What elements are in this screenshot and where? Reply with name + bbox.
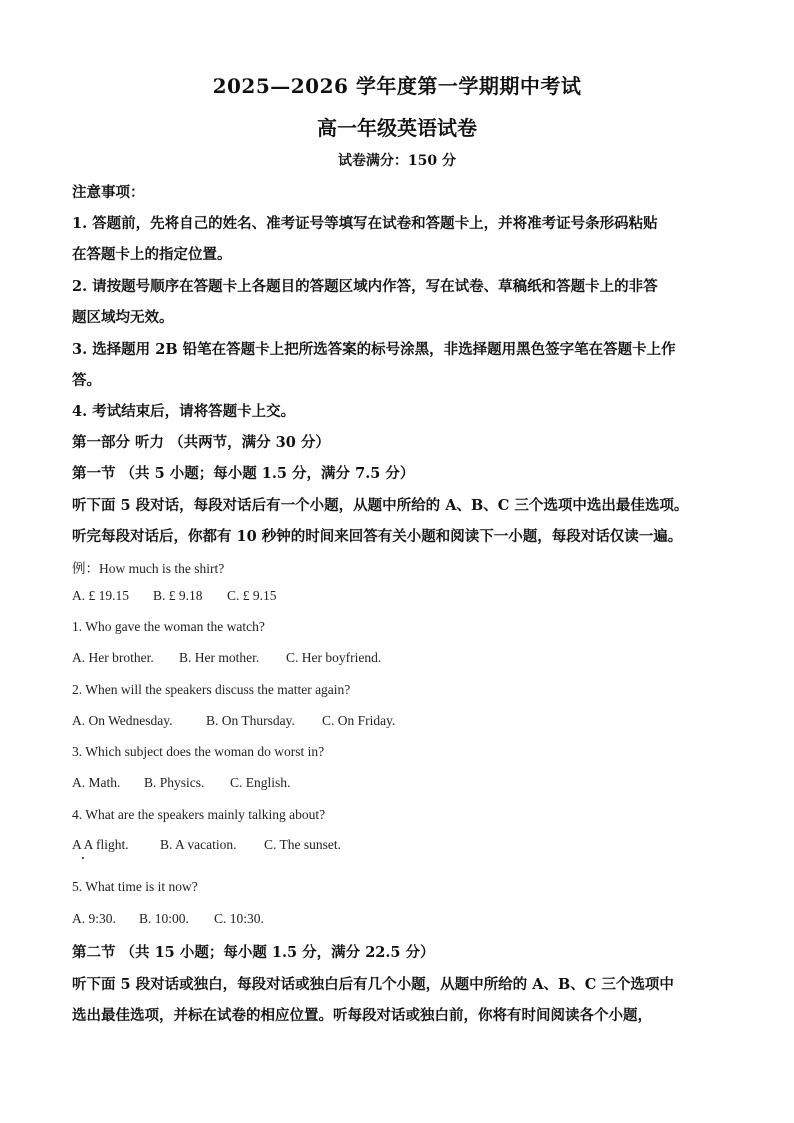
note-item-2-line-2: 题区域均无效。 xyxy=(72,309,174,326)
q3-option-c: C. English. xyxy=(230,775,291,790)
question-2: 2. When will the speakers discuss the matter again? xyxy=(72,682,351,697)
q1-option-b: B. Her mother. xyxy=(179,650,260,665)
question-4: 4. What are the speakers mainly talking about? xyxy=(72,807,326,822)
q3-option-a: A. Math. xyxy=(72,775,121,790)
stray-dot-mark xyxy=(82,857,84,859)
section2-instructions-line-2: 选出最佳选项，并标在试卷的相应位置。听每段对话或独白前，你将有时间阅读各个小题， xyxy=(72,1007,652,1024)
question-2-options xyxy=(72,713,727,729)
full-score: 试卷满分：150 分 xyxy=(337,153,457,169)
question-5-options xyxy=(72,911,727,927)
note-item-2-line-1: 2. 请按题号顺序在答题卡上各题目的答题区域内作答，写在试卷、草稿纸和答题卡上的非答 xyxy=(72,278,658,295)
question-3: 3. Which subject does the woman do worst in? xyxy=(72,744,325,759)
example-options xyxy=(72,588,727,604)
q2-option-c: C. On Friday. xyxy=(322,713,396,728)
q2-option-b: B. On Thursday. xyxy=(206,713,295,728)
example-option-b: B. £ 9.18 xyxy=(153,588,203,603)
question-5: 5. What time is it now? xyxy=(72,879,198,894)
q5-option-b: B. 10:00. xyxy=(139,911,189,926)
notes-heading: 注意事项： xyxy=(72,184,145,201)
note-item-1-line-1: 1. 答题前，先将自己的姓名、准考证号等填写在试卷和答题卡上，并将准考证号条形码粘贴 xyxy=(72,215,658,232)
question-4-options xyxy=(72,837,727,853)
note-item-3-line-2: 答。 xyxy=(72,372,101,389)
q3-option-b: B. Physics. xyxy=(144,775,205,790)
section1-instructions-line-2: 听完每段对话后，你都有 10 秒钟的时间来回答有关小题和阅读下一小题，每段对话仅读一遍。 xyxy=(72,528,683,545)
note-item-3-line-1: 3. 选择题用 2B 铅笔在答题卡上把所选答案的标号涂黑，非选择题用黑色签字笔在答题卡上作 xyxy=(72,341,676,358)
note-item-4: 4. 考试结束后，请将答题卡上交。 xyxy=(72,403,296,420)
exam-subtitle: 高一年级英语试卷 xyxy=(317,116,477,140)
section2-heading: 第二节 （共 15 小题；每小题 1.5 分，满分 22.5 分） xyxy=(72,944,435,961)
q4-option-a: A A flight. xyxy=(72,837,129,852)
q5-option-c: C. 10:30. xyxy=(214,911,264,926)
section1-instructions-line-1: 听下面 5 段对话，每段对话后有一个小题，从题中所给的 A、B、C 三个选项中选出最佳选项。 xyxy=(72,497,689,514)
question-1: 1. Who gave the woman the watch? xyxy=(72,619,265,634)
q4-option-c: C. The sunset. xyxy=(264,837,341,852)
exam-title: 2025—2026 学年度第一学期期中考试 xyxy=(212,74,582,98)
q2-option-a: A. On Wednesday. xyxy=(72,713,173,728)
q4-option-b: B. A vacation. xyxy=(160,837,237,852)
example-question: 例：How much is the shirt? xyxy=(72,561,225,576)
q1-option-a: A. Her brother. xyxy=(72,650,154,665)
example-option-c: C. £ 9.15 xyxy=(227,588,277,603)
note-item-1-line-2: 在答题卡上的指定位置。 xyxy=(72,246,232,263)
section1-heading: 第一节 （共 5 小题；每小题 1.5 分，满分 7.5 分） xyxy=(72,465,415,482)
example-option-a: A. £ 19.15 xyxy=(72,588,129,603)
part1-heading: 第一部分 听力 （共两节，满分 30 分） xyxy=(72,434,330,451)
q5-option-a: A. 9:30. xyxy=(72,911,116,926)
section2-instructions-line-1: 听下面 5 段对话或独白，每段对话或独白后有几个小题，从题中所给的 A、B、C 三个选项中 xyxy=(72,976,674,993)
q1-option-c: C. Her boyfriend. xyxy=(286,650,382,665)
question-3-options xyxy=(72,775,727,791)
question-1-options xyxy=(72,650,727,666)
